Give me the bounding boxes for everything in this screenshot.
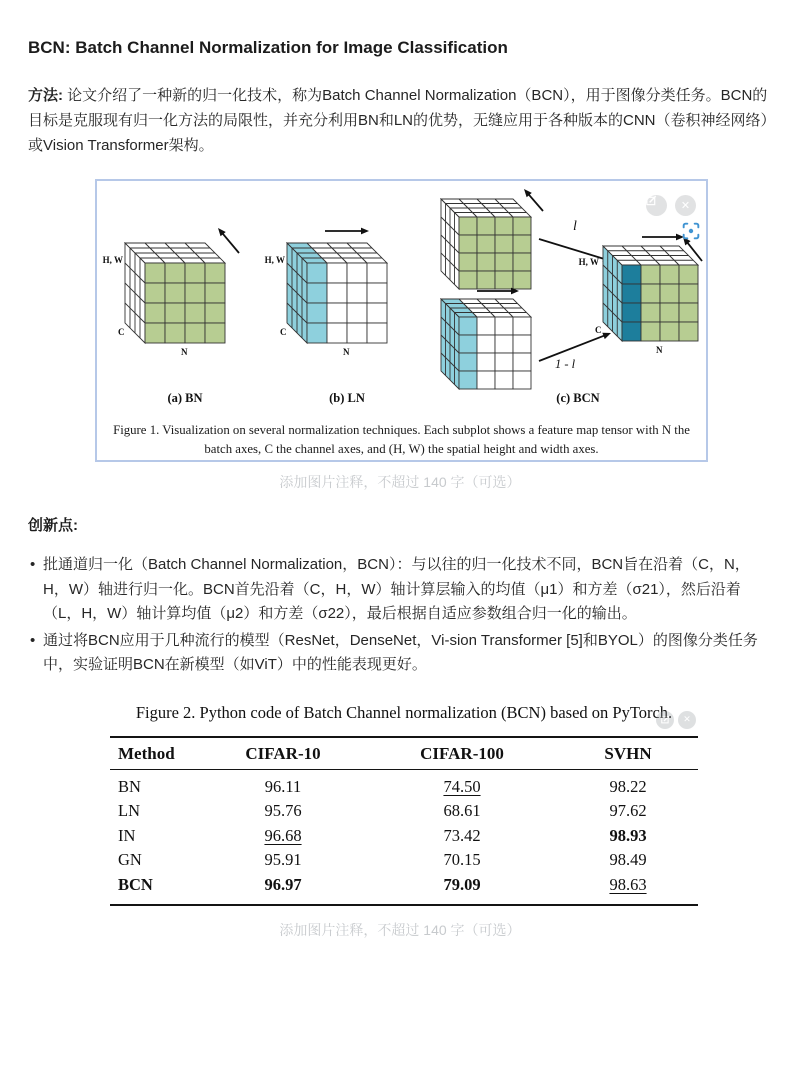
note-title[interactable]: BCN: Batch Channel Normalization for Image Classification [28,38,508,57]
results-table-header [110,738,698,770]
table-cell: 98.49 [609,850,647,869]
table-row [110,824,698,849]
method-text: 论文介绍了一种新的归一化技术，称为Batch Channel Normalization（BCN），用于图像分类任务。BCN的目标是克服现有归一化方法的局限性，并充分利用BN和LN的优势，无缝应用于各种版本的CNN（卷积神经网络）或Vision Transformer架构。 [28,87,769,154]
table-header: CIFAR-100 [420,743,504,763]
method-label: 方法: [28,87,63,104]
image-edit-button-faint[interactable] [656,711,674,729]
innovations-list[interactable] [28,553,772,678]
axis-label-hw: H, W [264,255,285,265]
image-close-button-faint[interactable] [678,711,696,729]
table-cell: BCN [118,874,153,894]
edit-icon [661,715,670,724]
normalization-cubes-figure [97,181,706,460]
axis-label-c: C [595,325,602,335]
innovation-item: • 批通道归一化（Batch Channel Normalization，BCN）：与以往的归一化技术不同，BCN旨在沿着（C，N，H，W）轴进行归一化。BCN首先沿着（C，H，W）轴计算层输入的均值（μ1）和方差（σ21），然后沿着（L，H，W）轴计算均值（μ2）和方差（σ22），最后根据自适应参数组合归一化的输出。 [30,553,772,627]
table-header: SVHN [604,743,652,763]
table-cell: 70.15 [443,850,481,869]
table-cell: 95.76 [264,801,302,820]
figure1-caption: Figure 1. Visualization on several normalization techniques. Each subplot shows a feature map tensor with N the batch axes, C the channel axes, and (H, W) the spatial height and width axes. [113,423,690,456]
table-cell: 97.62 [609,801,647,820]
mix-weight-label: l [573,219,577,234]
table-cell: 79.09 [443,874,481,894]
table-cell: BN [118,776,141,796]
results-table [110,736,698,907]
table-cell: LN [118,801,140,820]
ocr-scan-icon [680,220,702,242]
results-table-body [110,770,698,905]
subplot-label-ln: (b) LN [329,391,365,405]
table-cell: GN [118,850,142,869]
table-header: CIFAR-10 [245,743,321,763]
table-cell: 96.97 [264,874,302,894]
innovation-item: • 通过将BCN应用于几种流行的模型（ResNet，DenseNet，Vi-sion Transformer [5]和BYOL）的图像分类任务中，实验证明BCN在新模型（如ViT）中的性能表现更好。 [30,629,772,678]
axis-label-n: N [343,347,350,357]
axis-label-n: N [656,345,663,355]
figure2-image[interactable] [110,702,698,907]
method-paragraph[interactable] [28,83,772,158]
close-icon: ✕ [680,200,691,212]
table-cell: IN [118,825,136,845]
subplot-label-bcn: (c) BCN [556,391,600,405]
image-close-button[interactable] [675,195,696,216]
mix-weight-complement-label: 1 - l [555,357,576,371]
axis-label-hw: H, W [102,255,123,265]
table-row [110,873,698,898]
table-cell: 98.63 [609,874,647,894]
table-row [110,799,698,824]
axis-label-c: C [280,327,287,337]
close-icon: ✕ [683,714,691,724]
image-ocr-button[interactable] [680,220,702,242]
table-cell: 98.22 [609,776,647,796]
table-header: Method [118,743,175,763]
image-caption-placeholder[interactable]: 添加图片注释，不超过 140 字（可选） [279,474,521,490]
image-caption-placeholder[interactable]: 添加图片注释，不超过 140 字（可选） [279,922,521,938]
table-row [110,775,698,800]
table-cell: 68.61 [443,801,481,820]
table-cell: 98.93 [609,825,647,845]
table-cell: 73.42 [443,825,481,845]
table-cell: 96.68 [264,825,302,845]
innovations-heading[interactable]: 创新点: [28,517,78,534]
table-cell: 74.50 [443,776,481,796]
table-row [110,848,698,873]
image-edit-button[interactable] [646,195,667,216]
axis-label-n: N [181,347,188,357]
subplot-label-bn: (a) BN [167,391,203,405]
table-cell: 95.91 [264,850,302,869]
edit-icon [646,195,657,206]
table-cell: 96.11 [264,776,302,796]
figure2-caption: Figure 2. Python code of Batch Channel normalization (BCN) based on PyTorch. [135,702,673,722]
axis-label-hw: H, W [578,257,599,267]
figure1-image[interactable] [95,179,708,462]
axis-label-c: C [118,327,125,337]
